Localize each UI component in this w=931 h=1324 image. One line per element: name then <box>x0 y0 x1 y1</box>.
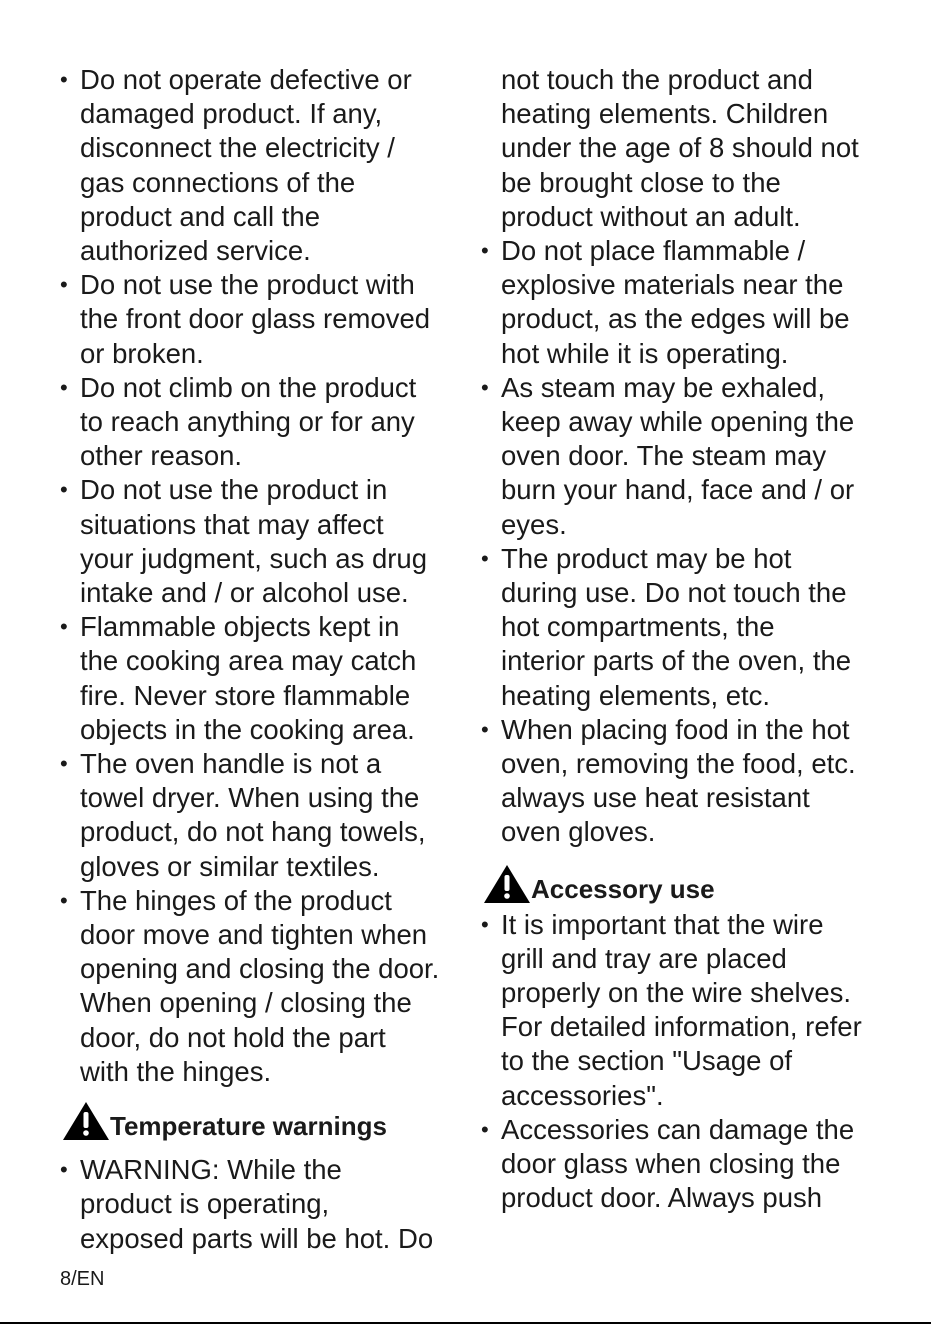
accessory-bullet-list <box>481 908 901 1216</box>
list-item-line: hot compartments, the <box>501 611 775 643</box>
paragraph-line: be brought close to the <box>501 166 781 198</box>
warning-label: WARNING: <box>80 1154 220 1186</box>
list-item-line: to reach anything or for any <box>80 406 415 438</box>
list-item-line: situations that may affect <box>80 508 384 540</box>
continued-paragraph <box>481 63 901 234</box>
list-item-line: explosive materials near the <box>501 269 844 301</box>
list-item-line: accessories". <box>501 1079 664 1111</box>
list-item-line: your judgment, such as drug <box>80 542 427 574</box>
accessory-use-heading <box>481 864 901 908</box>
list-item-line: oven door. The steam may <box>501 440 827 472</box>
list-item-line: door move and tighten when <box>80 919 428 951</box>
list-item-line: gas connections of the <box>80 166 356 198</box>
bullet-symbol: • <box>481 1116 489 1142</box>
bullet-symbol: • <box>481 911 489 937</box>
list-item-line <box>80 1153 465 1187</box>
bullet-symbol: • <box>60 67 68 92</box>
list-item-line: fire. Never store flammable <box>80 679 411 711</box>
list-item-line: disconnect the electricity / <box>80 132 395 164</box>
list-item-line: authorized service. <box>80 235 311 267</box>
warning-text: While the <box>219 1154 342 1186</box>
list-item-line: Do not use the product with <box>80 269 415 301</box>
list-item-line: heating elements, etc. <box>501 679 771 711</box>
warning-list-item <box>60 1153 465 1256</box>
bullet-symbol: • <box>481 545 489 571</box>
paragraph-line: product without an adult. <box>501 200 801 232</box>
right-bullet-list <box>481 234 901 850</box>
bullet-symbol: • <box>60 374 68 400</box>
bullet-symbol: • <box>60 751 68 777</box>
page-number: 8/EN <box>60 1268 105 1290</box>
list-item <box>60 747 465 884</box>
bullet-symbol: • <box>60 1157 68 1183</box>
list-item-line: As steam may be exhaled, <box>501 371 826 403</box>
list-item-line: eyes. <box>501 508 567 540</box>
list-item <box>481 371 901 542</box>
list-item-line: opening and closing the door. <box>80 953 440 985</box>
paragraph-line: under the age of 8 should not <box>501 132 859 164</box>
list-item-line: objects in the cooking area. <box>80 713 415 745</box>
list-item-line: with the hinges. <box>80 1055 272 1087</box>
list-item-line: other reason. <box>80 440 243 472</box>
list-item-line: during use. Do not touch the <box>501 577 847 609</box>
paragraph-line: not touch the product and <box>501 64 813 95</box>
list-item-line: keep away while opening the <box>501 406 855 438</box>
list-item-line: product and call the <box>80 200 321 232</box>
list-item-line: the front door glass removed <box>80 303 431 335</box>
list-item-line: The product may be hot <box>501 542 792 574</box>
list-item-line: product, do not hang towels, <box>80 816 426 848</box>
list-item-line: Do not operate defective or <box>80 64 412 95</box>
list-item-line: product door. Always push <box>501 1182 823 1214</box>
bullet-symbol: • <box>60 887 68 913</box>
list-item <box>481 908 901 1113</box>
list-item-line: door glass when closing the <box>501 1148 841 1180</box>
warning-triangle-icon <box>483 864 531 904</box>
bullet-symbol: • <box>60 614 68 640</box>
list-item-line: exposed parts will be hot. Do <box>80 1222 434 1254</box>
list-item-line: towel dryer. When using the <box>80 782 420 814</box>
bullet-symbol: • <box>60 477 68 503</box>
right-column <box>481 63 901 1216</box>
list-item-line: Do not use the product in <box>80 474 388 506</box>
list-item-line: Do not place flammable / <box>501 235 806 267</box>
list-item-line: It is important that the wire <box>501 908 824 940</box>
list-item-line: door, do not hold the part <box>80 1021 386 1053</box>
list-item <box>60 63 465 268</box>
section-title: Accessory use <box>531 873 715 904</box>
list-item-line: product is operating, <box>80 1188 330 1220</box>
list-item-line: properly on the wire shelves. <box>501 977 852 1009</box>
list-item-line: burn your hand, face and / or <box>501 474 855 506</box>
list-item <box>60 473 465 610</box>
list-item-line: damaged product. If any, <box>80 98 383 130</box>
warning-triangle-icon <box>62 1101 110 1141</box>
list-item <box>60 610 465 747</box>
list-item-line: The hinges of the product <box>80 884 392 916</box>
list-item-line: always use heat resistant <box>501 782 810 814</box>
list-item-line: intake and / or alcohol use. <box>80 577 409 609</box>
list-item <box>481 542 901 713</box>
paragraph-line: heating elements. Children <box>501 98 829 130</box>
left-column <box>60 63 465 1256</box>
list-item <box>481 1113 901 1216</box>
list-item-line: Do not climb on the product <box>80 371 417 403</box>
bullet-symbol: • <box>481 374 489 400</box>
list-item-line: grill and tray are placed <box>501 942 787 974</box>
list-item <box>60 268 465 371</box>
bullet-symbol: • <box>481 238 489 264</box>
bullet-symbol: • <box>481 716 489 742</box>
bullet-symbol: • <box>60 272 68 298</box>
list-item-line: When opening / closing the <box>80 987 412 1019</box>
list-item-line: the cooking area may catch <box>80 645 417 677</box>
temperature-warnings-heading <box>60 1101 465 1145</box>
list-item-line: Flammable objects kept in <box>80 611 400 643</box>
list-item-line: interior parts of the oven, the <box>501 645 852 677</box>
list-item <box>60 884 465 1089</box>
left-bullet-list <box>60 63 465 1089</box>
list-item-line: oven, removing the food, etc. <box>501 748 856 780</box>
list-item <box>481 234 901 371</box>
section-title: Temperature warnings <box>110 1111 387 1142</box>
list-item <box>60 371 465 474</box>
list-item-line: Accessories can damage the <box>501 1113 855 1145</box>
list-item-line: gloves or similar textiles. <box>80 850 380 882</box>
list-item-line: to the section "Usage of <box>501 1045 793 1077</box>
list-item-line: hot while it is operating. <box>501 337 789 369</box>
list-item-line: oven gloves. <box>501 816 656 848</box>
list-item-line: When placing food in the hot <box>501 713 850 745</box>
list-item-line: For detailed information, refer <box>501 1011 862 1043</box>
list-item-line: or broken. <box>80 337 204 369</box>
list-item-line: product, as the edges will be <box>501 303 850 335</box>
list-item <box>481 713 901 850</box>
list-item-line: The oven handle is not a <box>80 748 382 780</box>
